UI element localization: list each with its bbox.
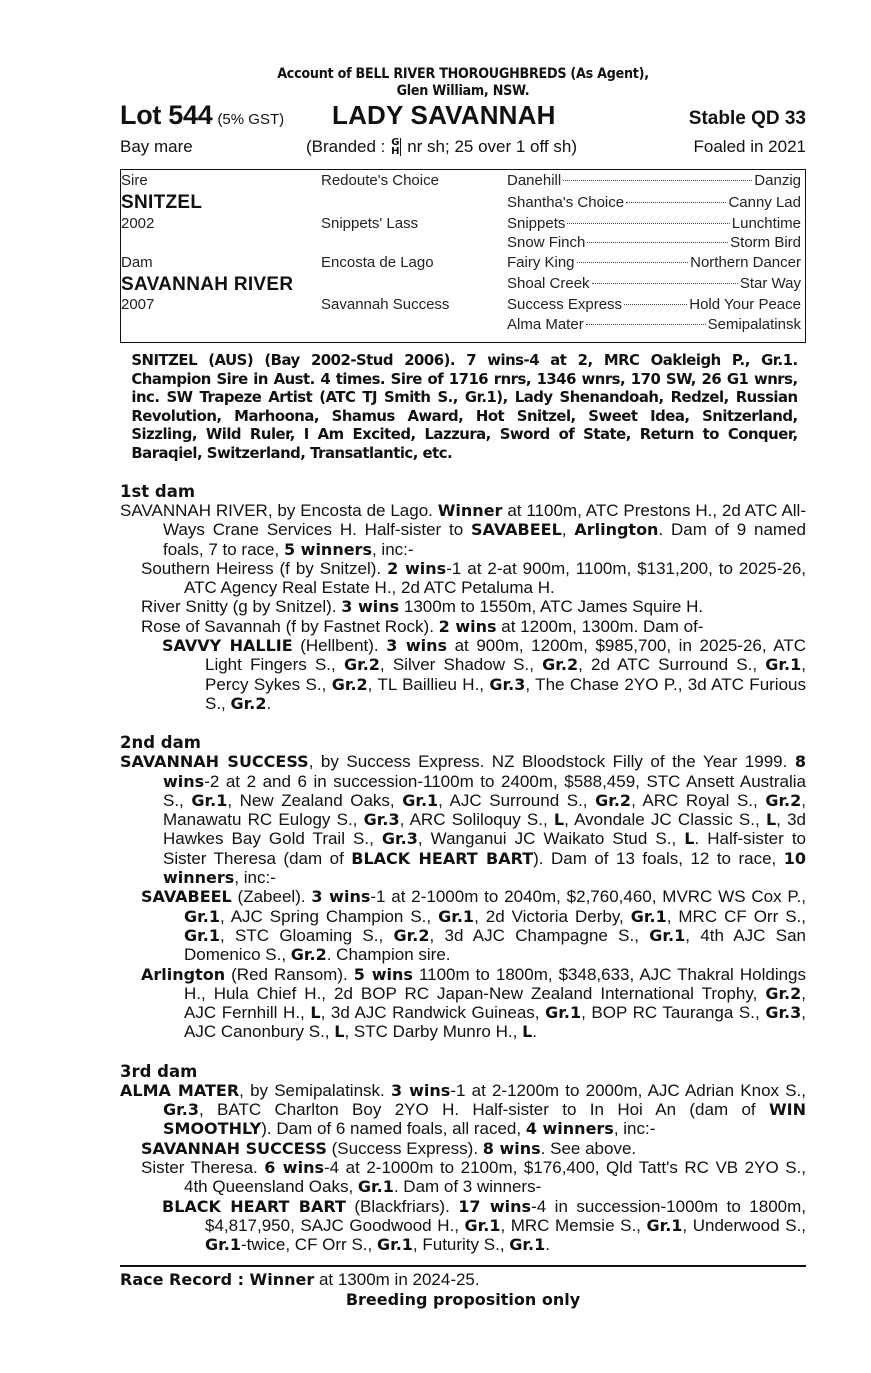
gen3-left: Alma Mater: [507, 316, 584, 333]
dam-label: Dam: [121, 254, 153, 271]
gen3-row: [507, 215, 801, 232]
sire-dam: Snippets' Lass: [321, 215, 419, 232]
catalogue-page: [120, 66, 806, 1254]
gst-note: (5% GST): [217, 111, 285, 128]
horse-subheader: [120, 137, 806, 157]
gen3-left: Shantha's Choice: [507, 194, 625, 211]
brand-rest: nr sh; 25 over 1 off sh): [402, 137, 577, 156]
gen3-row: [507, 296, 801, 313]
progeny-entry: Rose of Savannah (f by Fastnet Rock). 2 wins at 1200m, 1300m. Dam of-: [141, 616, 704, 636]
dam-entry: SAVANNAH RIVER, by Encosta de Lago. Winner at 1100m, ATC Prestons H., 2d ATC All-Ways Crane Services H. Half-sister to SAVABEEL, Arlington. Dam of 9 named foals, 7 to race, 5 winners, inc:-: [120, 501, 807, 559]
progeny-entry: BLACK HEART BART (Blackfriars). 17 wins-4 in succession-1000m to 1800m, $4,817,950, SAJC Goodwood H., Gr.1, MRC Memsie S., Gr.1, Underwood S., Gr.1-twice, CF Orr S., Gr.1, Futurity S., Gr.1.: [162, 1196, 807, 1255]
footer: [120, 1265, 806, 1309]
brand-info: [306, 137, 577, 157]
gen3-left: Danehill: [507, 172, 562, 189]
sire-sire: Redoute's Choice: [321, 172, 439, 189]
gen3-right: Semipalatinsk: [707, 316, 801, 333]
gen3-row: [507, 172, 801, 189]
sire-name: SNITZEL: [121, 192, 203, 213]
progeny-entry: River Snitty (g by Snitzel). 3 wins 1300m to 1550m, ATC James Squire H.: [141, 597, 704, 617]
race-record-detail: at 1300m in 2024-25.: [314, 1270, 480, 1289]
third-dam-section: [120, 1062, 806, 1255]
gen3-left: Fairy King: [507, 254, 575, 271]
race-record-label: Race Record : Winner: [120, 1270, 315, 1289]
brand-top: G: [391, 137, 400, 148]
stable-number: Stable QD 33: [688, 108, 806, 129]
horse-name: LADY SAVANNAH: [332, 100, 556, 130]
section-heading: 1st dam: [120, 482, 196, 501]
progeny-entry: Southern Heiress (f by Snitzel). 2 wins-1 at 2-at 900m, 1100m, $131,200, to 2025-26, ATC Agency Real Estate H., 2d ATC Petaluma H.: [141, 558, 806, 598]
gen3-left: Success Express: [507, 296, 623, 313]
gen3-right: Northern Dancer: [690, 254, 801, 271]
vendor-line-1: Account of BELL RIVER THOROUGHBREDS (As Agent),: [277, 66, 649, 82]
dam-dam: Savannah Success: [321, 296, 450, 313]
foaled-year: Foaled in 2021: [693, 137, 806, 156]
gen3-row: [507, 254, 801, 271]
section-heading: 3rd dam: [120, 1061, 198, 1081]
race-record: [120, 1270, 806, 1290]
breeding-note: Breeding proposition only: [345, 1290, 581, 1309]
gen3-right: Canny Lad: [728, 194, 801, 211]
progeny-entry: SAVANNAH SUCCESS (Success Express). 8 wins. See above.: [141, 1138, 637, 1158]
progeny-entry: Arlington (Red Ransom). 5 wins 1100m to 1800m, $348,633, AJC Thakral Holdings H., Hula Chief H., 2d BOP RC Japan-New Zealand International Trophy, Gr.2, AJC Fernhill H., L, 3d AJC Randwick Guineas, Gr.1, BOP RC Tauranga S., Gr.3, AJC Canonbury S., L, STC Darby Munro H., L.: [141, 964, 807, 1042]
gen3-right: Star Way: [739, 275, 801, 292]
gen3-row: [507, 194, 801, 211]
brand-bottom: H: [391, 146, 400, 157]
first-dam-section: [120, 482, 806, 713]
vendor-line-2: Glen William, NSW.: [396, 83, 530, 99]
lot-number: Lot 544: [120, 100, 213, 130]
gen3-left: Snippets: [507, 215, 566, 232]
progeny-entry: SAVVY HALLIE (Hellbent). 3 wins at 900m, 1200m, $985,700, in 2025-26, ATC Light Fingers S., Gr.2, Silver Shadow S., Gr.2, 2d ATC Surround S., Gr.1, Percy Sykes S., Gr.2, TL Baillieu H., Gr.3, The Chase 2YO P., 3d ATC Furious S., Gr.2.: [162, 636, 806, 713]
vendor-account: [161, 66, 765, 100]
gen3-right: Lunchtime: [731, 215, 801, 232]
gen3-row: [507, 316, 801, 333]
dam-entry: ALMA MATER, by Semipalatinsk. 3 wins-1 at 2-1200m to 2000m, AJC Adrian Knox S., Gr.3, BATC Charlton Boy 2YO H. Half-sister to In Hoi An (dam of WIN SMOOTHLY). Dam of 6 named foals, all raced, 4 winners, inc:-: [120, 1080, 807, 1139]
gen3-row: [507, 234, 801, 251]
gen3-left: Shoal Creek: [507, 275, 590, 292]
sire-summary: SNITZEL (AUS) (Bay 2002-Stud 2006). 7 wins-4 at 2, MRC Oakleigh P., Gr.1. Champion Sire in Aust. 4 times. Sire of 1716 rnrs, 1346 wnrs, 170 SW, 26 G1 wnrs, inc. SW Trapeze Artist (ATC TJ Smith S., Gr.1), Lady Shenandoah, Redzel, Russian Revolution, Marhoona, Shamus Award, Hot Snitzel, Sweet Idea, Snitzerland, Sizzling, Wild Ruler, I Am Excited, Lazzura, Sword of State, Return to Conquer, Baraqiel, Switzerland, Transatlantic, etc.: [131, 351, 798, 462]
horse-description: Bay mare: [120, 137, 193, 156]
brand-open: (Branded :: [306, 137, 391, 156]
section-heading: 2nd dam: [120, 733, 201, 753]
gen3-right: Danzig: [754, 172, 801, 189]
brand-mark: [391, 138, 401, 156]
progeny-entry: Sister Theresa. 6 wins-4 at 2-1000m to 2100m, $176,400, Qld Tatt's RC VB 2YO S., 4th Queensland Oaks, Gr.1. Dam of 3 winners-: [141, 1157, 806, 1197]
gen3-right: Hold Your Peace: [689, 296, 801, 313]
gen3-left: Snow Finch: [507, 234, 586, 251]
sire-label: Sire: [121, 172, 148, 189]
pedigree-table: [120, 169, 806, 343]
dam-sire: Encosta de Lago: [321, 254, 434, 271]
lot-header: [120, 100, 806, 131]
second-dam-section: [120, 733, 806, 1041]
dam-year: 2007: [121, 296, 155, 313]
gen3-row: [507, 275, 801, 292]
progeny-entry: SAVABEEL (Zabeel). 3 wins-1 at 2-1000m to 2040m, $2,760,460, MVRC WS Cox P., Gr.1, AJC Spring Champion S., Gr.1, 2d Victoria Derby, Gr.1, MRC CF Orr S., Gr.1, STC Gloaming S., Gr.2, 3d AJC Champagne S., Gr.1, 4th AJC San Domenico S., Gr.2. Champion sire.: [141, 887, 806, 965]
sire-year: 2002: [121, 215, 155, 232]
gen3-right: Storm Bird: [730, 234, 801, 251]
dam-entry: SAVANNAH SUCCESS, by Success Express. NZ Bloodstock Filly of the Year 1999. 8 wins-2 at 2 and 6 in succession-1100m to 2400m, $588,459, STC Ansett Australia S., Gr.1, New Zealand Oaks, Gr.1, AJC Surround S., Gr.2, ARC Royal S., Gr.2, Manawatu RC Eulogy S., Gr.3, ARC Soliloquy S., L, Avondale JC Classic S., L, 3d Hawkes Bay Gold Trail S., Gr.3, Wanganui JC Waikato Stud S., L. Half-sister to Sister Theresa (dam of BLACK HEART BART). Dam of 13 foals, 12 to race, 10 winners, inc:-: [120, 752, 807, 888]
dam-name: SAVANNAH RIVER: [121, 274, 294, 295]
